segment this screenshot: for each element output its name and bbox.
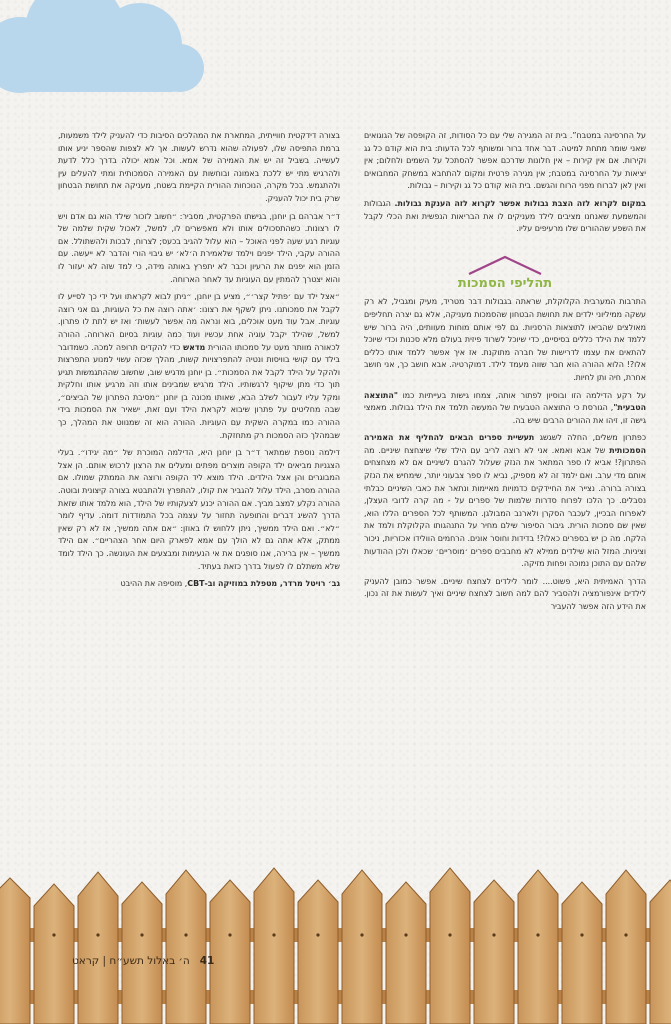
paragraph: דילמה נוספת שמתאר ד״ר בן יוחנן היא, הדילמה המוכרת של ״מה יגידו״. בעלי הצגניות מביאים ילד הקופה מוצרים מפתים ומעלים את הרצון לרכוש אותם. הן אצל המבוגרים והן אצל הילדים. הילד מוצא ליד הקופה ורוצה את הממתק שמולו. אם ההורה מסרב, הילד עלול להגביר את קולו, להתפרץ ולהתבטא בצורה קיצונית ובוטה. ההורה נקלע למצב מביך. אם ההורה יכנע לצעקותיו של הילד, הוא מלמד אותו שזאת הדרך להשיג דברים והתופעה תחזור על עצמה בכל התמודדות דומה. עדיף לומר ״לא״. ואם הילד ממשיך, ניתן ללחוש לו באוזן: ״אם אתה ממשיך, אז לא רק שאין ממתק, אלא אתה גם לא הולך עם אמא לפארק היום אחר הצהריים״. אם הילד ממשיך – אין ברירה, אנו סופגים את אי הנעימות ומבצעים את העונשה. כך הילד לומד שלא משתלם לו לפעול בדרך כזאת בעתיד. (58, 448, 340, 571)
paragraph: ד״ר אברהם בן יוחנן, בגישתו הפרקטית, מסביר: ״חשוב לזכור שילד הוא גם אדם ויש לו רצונות. כשהתסכולים אותו ולא מאפשרים לו, למשל, לאכול שקית שלמה של עוגיות רגע שעה לפני האוכל – הוא עלול להגיב בכעס; לצרוח, לבכות ולהשתולל. אם ההורה עקבי, הילד יפנים וילמד שלאמירת ה׳לא׳ יש גיבוי הורי והדבר לא ייעשה. עם הזמן הוא יפנים את הרעיון וכבר לא יתפרץ באותה מידה, כי למד שזה לא יעזור לו והוא יצטרך להמתין עם העוגיות עד לאחר הארוחה. (58, 211, 340, 284)
paragraph: על החרסינה במטבח”. בית זה המגירה שלי עם כל הסודות, זה הקופסה של הגוגואים שאני שומר מתחת למיטה. דבר אחד ברור ומשותף לכל הדעות: בית הוא קודם כל גג וקירות. אם אין קירות – אין חלונות שדרכם אפשר להסתכל על השמים ולחלום; אין יציאות על החרסינה במטבח; אין מגירה פרטית ומקום להתחבא במשחק המחבואים ואין לאן לברוח מפני הרוח והגשם. בית הוא קודם כל גג וקירות – גבולות. (364, 131, 646, 191)
paragraph: הדרך האמיתית היא, פשוט.... לומר לילדים לצחצח שיניים. אפשר כמובן להעניק לילדים אינפורמציה ולהסביר להם למה חשוב לצחצח שיניים ואיך לעשות את זה נכון. את הידע הזה אפשר להעביר (364, 576, 646, 611)
paragraph: בצורה דידקטית חווייתית, המתארת את המהלכים הסיבות כדי להעניק לילד משמעות, ברמת התפיסה שלו, לפעולה שהוא נדרש לעשות. אך לא לצפות שהספר יניע אותו לעשייה. בשביל זה יש את האמירה של אמא. וכל אמא יכולה בדרך כלל לדעת ולהרגיש מתי יש ללכת באמונה ובוחשות עם האמירה הסמכותית ומתי להעלים עין ולהתגמש. בכל מקרה, הנוכחות ההורית הקיימת בשטח, מעניקה את תחושת הבטחון שרק בית יכול להעניק. (58, 131, 340, 203)
page-number: 41 (199, 955, 215, 967)
article-column-right (364, 130, 646, 619)
paragraph: על רקע הדילמה הזו ובוסיון לפתור אותה, צמחו גישות בעייתיות כמו "התוצאה הטבעית", הגורסת כי התוצאה הטבעית של המעשה תלמד את הילד גבולות. מאמצי גישה זו, זיהו את ההורים הרבים שיש בה. (364, 390, 646, 425)
paragraph: ״אצל ילד עם ׳פתיל קצר׳״, מציע בן יוחנן, ״ניתן לבוא לקראתו ועל ידי כך לסייע לו לקבל את סמכותנו. ניתן לשקף את רצונו: ׳אתה רוצה את כל העוגיות, גם אני רוצה עוגיות. אבל עוד מעט אוכלים, בוא ונראה מה אפשר לעשות׳ ואז יש לתת לו פתרון. למשל, שהילד יקבל עוגיה אחת עכשיו ועוד כמה עוגיות בסיום הארוחה. ההורה לכאורה מוותר מעט על סמכותו ההורית מדאש כדי להקדים תרופה למכה. כשמדובר בילד עם קושי בוויסות ונטיה להתפרצויות קשות, מהלך שכזה עשוי למנוע התפרצות ולהקל על הילד לקבל את הסמכות״. בן יוחנן מדגיש שוב, שחשוב שההתגמשות תגיע תוך כדי מתן שיקוף לרגשותיו. הילד מרגיש שמבינים אותו וזה מרגיע אותו וחלקית ומקל עליו לעבור לשלב הבא, שאותו מכונה בן יוחנן ״מסיבת הפתרון של הביצים״, שבה מחליטים על פתרון שיבוא לקראת הילד ועם זאת, ישאיר את הסמכות בידי ההורה כמו במקרה השקית עם העוגיות. ההורה הוא זה שמנווט את המהלך, כך שבמהלך כזה הסמכות רק מתחזקת. (58, 292, 340, 440)
paragraph: במקום לקרוא לזה הצבת גבולות אפשר לקרוא לזה הענקת גבולות. הגבולות והמשמעת שאנחנו מציבים לילד מעניקים לו את הבריאות הנפשית ואת הכלי לקבל את השפע שההורים שלו מרעיפים עליו. (364, 198, 646, 234)
paragraph: כפתרון משלים, החלה לשגשג תעשיית ספרים הבאים להחליף את האמירה הסמכותית של אבא ואמא. אני לא רוצה לריב עם הילד שלי שיצחצח שיניים. מה הפתרון?! אביא לו ספר המתאר את הנזק שעלול להגרם לשיניים אם לא מצחצחים אותם מדי ערב. ואם ילמד זה לא מספיק, נביא לו ספר צבעוני יותר, שימחיש את הנזק בצורה ברורה. נצייר את החיידקים כדמויות מאיימות ונתאר את כאבי השיניים כבלתי נסבלים. כך הלכו לפרוח סדרות שלמות של ספרים על - מה קרה לדובי העצלן, לאפרוח הבכיין, לעכבר הסקרן ולארנב המבולגן. המשותף לכל הספרים הללו הוא, שאין שם סמכות הורית. גיבור הסיפור שילם מחיר על התנהגותו הקלוקלת ולמד את הלקח. מה כן יש בספרים כאלו?! בדידות וחוסר אונים. הרחמים הוולידו אכזריות, ניכור וציניות. המזל הוא שילדים ממילא לא מחבבים ספרים ׳מוסריים׳ שכאלו ולכן ההודעות שלהם עם התוכן נמוכה ופחות מזיקה. (364, 433, 647, 569)
roof-icon (465, 254, 545, 276)
cloud-illustration (0, 0, 210, 100)
paragraph: גב׳ רויטל מרדר, מטפלת במוזיקה וב-CBT, מוסיפה את ההיבט (120, 579, 340, 589)
article-column-left (58, 130, 340, 596)
issue-info: ה׳ באלול תשע״ח | קראט (72, 955, 190, 967)
section-title: תהליפי הסמכות (457, 275, 553, 291)
wooden-fence-illustration (0, 858, 671, 1024)
paragraph: התרבות המערבית הקלוקלת, שראתה בגבולות דבר מטריד, מעיק ומגביל, לא רק עשקה ממיליוני ילדים את תחושת הבטחון שהסמכות מעניקה, אלא גם יצרה תחליפים מאולצים שהביאו לתוצאות הרסניות. גם לפי אותם מוחות מעוותים, היה ברור שיש ללמד את הילד כללים בסיסיים, כדי שיוכל לשרוד פיזית בעולם מלא סכנות וכדי שיוכל להתאים את עצמו לדרישות של חברה מתוקנת. אז איך אפשר ללמד אותו כללים אלו?! הלוא ההורה הוא חבר שווה מעמד לילד. דמוקרטיה. אבא חושב כך, אני חושב אחרת, חיה ותן לחיות. (364, 297, 646, 382)
page-footer (72, 955, 214, 967)
